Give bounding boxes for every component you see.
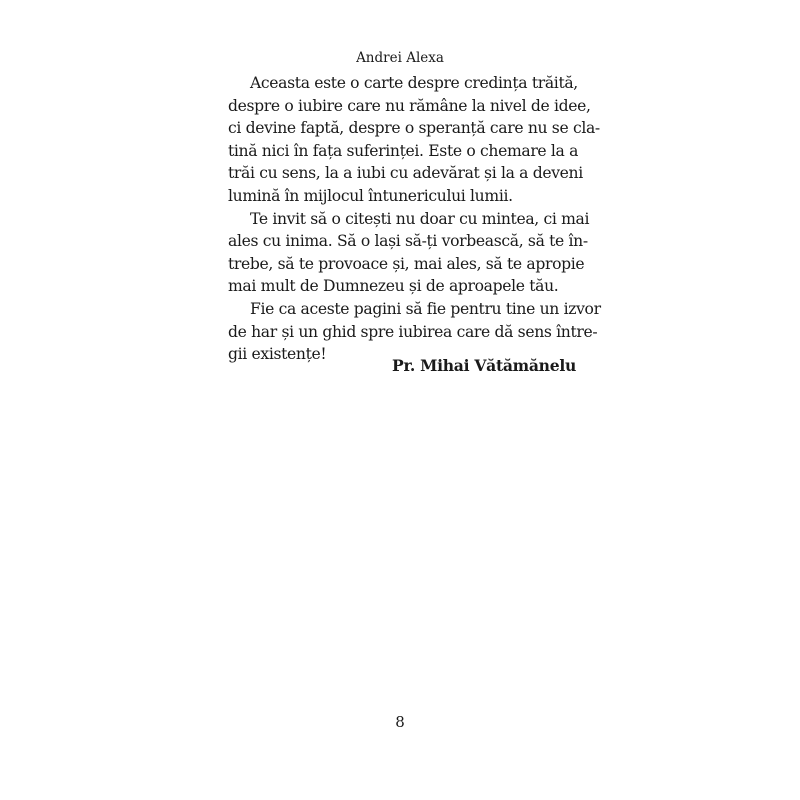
text-line: ales cu inima. Să o lași să-ți vorbească, să te în- [228, 232, 588, 251]
body-text [228, 72, 601, 366]
text-line: tină nici în fața suferinței. Este o chemare la a [228, 141, 579, 160]
text-line: mai mult de Dumnezeu și de aproapele tău. [228, 277, 559, 296]
text-line: Te invit să o citești nu doar cu mintea, ci mai [250, 209, 590, 228]
text-line: Aceasta este o carte despre credința trăită, [250, 74, 578, 92]
text-line: trebe, să te provoace și, mai ales, să te apropie [228, 254, 585, 273]
text-line: ci devine faptă, despre o speranță care nu se cla- [228, 119, 600, 138]
running-header: Andrei Alexa [356, 50, 444, 66]
page-number: 8 [395, 713, 405, 731]
text-line: lumină în mijlocul întunericului lumii. [228, 186, 513, 205]
paragraph-2 [228, 208, 590, 298]
text-line: Fie ca aceste pagini să fie pentru tine un izvor [250, 299, 601, 318]
text-line: despre o iubire care nu rămâne la nivel de idee, [228, 96, 591, 115]
text-line: de har și un ghid spre iubirea care dă sens între- [228, 322, 598, 341]
signature: Pr. Mihai Vătămănelu [392, 356, 576, 375]
text-line: gii existențe! [228, 345, 327, 364]
text-line: trăi cu sens, la a iubi cu adevărat și la a deveni [228, 164, 583, 183]
paragraph-1 [228, 72, 600, 208]
